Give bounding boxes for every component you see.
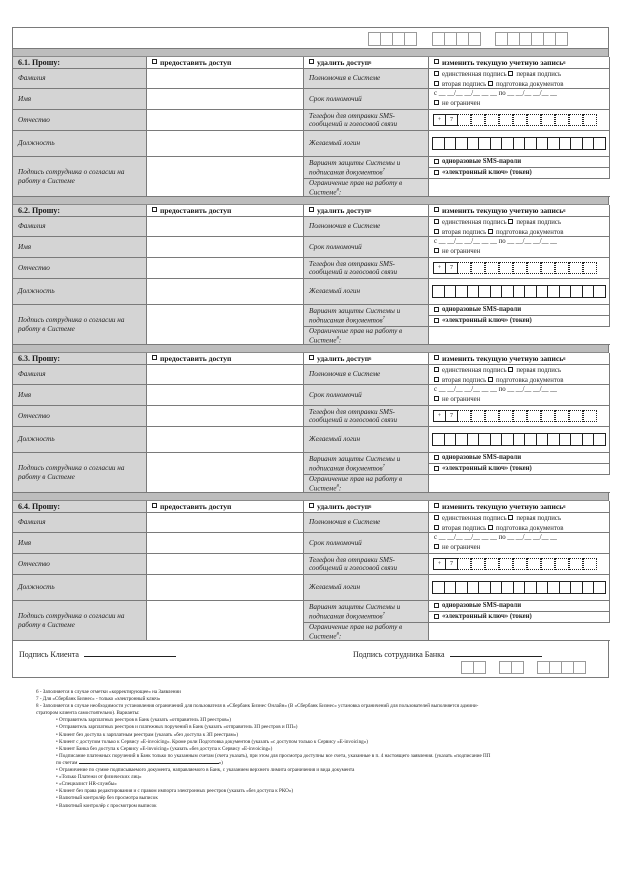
restriction-label: Ограничение прав на работу в Системе$^8$: [304, 179, 429, 197]
digit-group-2[interactable] [432, 32, 480, 46]
grant-access-option[interactable]: предоставить доступ [147, 57, 304, 69]
authority-label: Полномочия в Системе [304, 513, 429, 533]
authority-term-field [429, 533, 610, 554]
section-6-2 [13, 205, 608, 345]
checkbox-icon[interactable] [434, 544, 439, 549]
login-field [429, 427, 610, 453]
position-label: Должность [13, 575, 147, 601]
document-preparation-option[interactable]: подготовка документов [488, 525, 563, 532]
login-char-box[interactable] [593, 581, 606, 594]
unlimited-term-option[interactable]: не ограничен [429, 396, 609, 405]
patronymic-field[interactable] [147, 110, 304, 131]
protection-label: Вариант защиты Системы и подписания документов$^7$ [304, 157, 429, 179]
single-signature-option[interactable]: единственная подпись [434, 71, 507, 78]
restriction-variant-item: • Ограничение по сумме подписываемого документа, направляемого в Банк, с указанием верхнего лимита ограничения и вида документа [56, 767, 355, 774]
phone-plus-box: + [433, 262, 446, 274]
checkbox-icon[interactable] [434, 81, 439, 86]
phone-field [429, 110, 610, 131]
checkbox-icon[interactable] [434, 71, 439, 76]
sms-password-option[interactable]: одноразовые SMS-пароли [429, 601, 609, 612]
surname-field[interactable] [147, 217, 304, 237]
protection-label: Вариант защиты Системы и подписания документов$^7$ [304, 453, 429, 475]
phone-digit-box[interactable] [569, 262, 583, 274]
footnote-7: 7 - Для «Сбербанк Бизнес» - только «электронный ключ» [36, 696, 161, 703]
phone-label: Телефон для отправки SMS-сообщений и голосовой связи [304, 406, 429, 427]
access-request-form [12, 27, 609, 678]
restriction-variant-item: • Клиент с доступом только к Сервису «E-invoicing». Кроме роли Подготовка документов (указать «с доступом только к Сервису «E-invoicing») [56, 738, 368, 745]
phone-digit-box[interactable] [513, 114, 527, 126]
phone-digit-box[interactable] [499, 114, 513, 126]
phone-digit-box[interactable] [541, 410, 555, 422]
restriction-variant-item: • Подписание платежных поручений в Банк только по указанным счетам (счета указать), при этом для просмотра доступны все счета, указанные в п. 4 настоящего заявления. (указать «подписание ПП [56, 752, 491, 759]
electronic-key-option[interactable]: «электронный ключ» (токен) [429, 168, 609, 178]
position-label: Должность [13, 131, 147, 157]
patronymic-label: Отчество [13, 258, 147, 279]
sms-password-option[interactable]: одноразовые SMS-пароли [429, 157, 609, 168]
protection-label: Вариант защиты Системы и подписания документов$^7$ [304, 305, 429, 327]
section-separator [13, 493, 608, 501]
login-field [429, 575, 610, 601]
phone-digit-box[interactable] [527, 114, 541, 126]
consent-signature-label: Подпись сотрудника о согласии на работу в Системе [13, 305, 147, 345]
digit-box[interactable] [555, 32, 568, 46]
term-date-range[interactable]: с __ __/__ __/__ __ __ по __ __/__ __/__ __ [434, 386, 557, 393]
authority-term-label: Срок полномочий [304, 89, 429, 110]
phone-digit-box[interactable] [583, 410, 597, 422]
name-label: Имя [13, 385, 147, 406]
phone-country-code-box: 7 [445, 410, 458, 422]
single-signature-option[interactable]: единственная подпись [434, 515, 507, 522]
checkbox-icon[interactable] [508, 367, 513, 372]
phone-digit-box[interactable] [541, 114, 555, 126]
authority-term-field [429, 237, 610, 258]
second-signature-option[interactable]: вторая подпись [434, 81, 486, 88]
checkbox-icon[interactable] [152, 59, 157, 64]
name-field[interactable] [147, 237, 304, 258]
phone-field [429, 258, 610, 279]
name-label: Имя [13, 533, 147, 554]
login-label: Желаемый логин [304, 279, 429, 305]
phone-digit-box[interactable] [583, 262, 597, 274]
section-6-4 [13, 501, 608, 641]
modify-account-option[interactable]: изменить текущую учетную запись 6 [429, 501, 610, 513]
second-signature-option[interactable]: вторая подпись [434, 229, 486, 236]
document-preparation-option[interactable]: подготовка документов [488, 81, 563, 88]
checkbox-icon[interactable] [434, 377, 439, 382]
first-signature-option[interactable]: первая подпись [508, 219, 561, 226]
checkbox-icon[interactable] [434, 170, 439, 175]
section-6-1 [13, 57, 608, 197]
name-field[interactable] [147, 385, 304, 406]
phone-plus-box: + [433, 410, 446, 422]
restriction-variant-item: • «Только Платежи от физических лиц» [56, 774, 142, 781]
authority-options [429, 365, 610, 385]
section-6-3 [13, 353, 608, 493]
digit-box[interactable] [473, 661, 486, 674]
phone-digit-box[interactable] [555, 262, 569, 274]
checkbox-icon[interactable] [434, 515, 439, 520]
modify-account-option[interactable]: изменить текущую учетную запись 6 [429, 353, 610, 365]
restriction-label: Ограничение прав на работу в Системе$^8$: [304, 327, 429, 345]
section-separator [13, 197, 608, 205]
phone-digit-box[interactable] [541, 558, 555, 570]
phone-field [429, 406, 610, 427]
surname-label: Фамилия [13, 365, 147, 385]
surname-field[interactable] [147, 69, 304, 89]
remove-access-option[interactable]: удалить доступ 6 [304, 353, 429, 365]
login-field [429, 131, 610, 157]
restriction-variants-list [36, 717, 616, 809]
authority-term-label: Срок полномочий [304, 533, 429, 554]
phone-digit-box[interactable] [471, 114, 485, 126]
client-signature[interactable]: Подпись Клиента [19, 649, 176, 659]
checkbox-icon[interactable] [434, 455, 439, 460]
phone-digit-box[interactable] [513, 410, 527, 422]
surname-label: Фамилия [13, 69, 147, 89]
restriction-label: Ограничение прав на работу в Системе$^8$: [304, 475, 429, 493]
checkbox-icon[interactable] [434, 229, 439, 234]
login-char-box[interactable] [593, 137, 606, 150]
checkbox-icon[interactable] [434, 100, 439, 105]
restriction-variant-item: • Валютный контролёр с просмотром выписок [56, 802, 157, 809]
bank-signature-line[interactable] [450, 649, 542, 657]
digit-group-3[interactable] [495, 32, 567, 46]
phone-digit-box[interactable] [471, 262, 485, 274]
authority-options [429, 513, 610, 533]
grant-access-option[interactable]: предоставить доступ [147, 501, 304, 513]
checkbox-icon[interactable] [508, 219, 513, 224]
bottom-digit-group-3[interactable] [537, 661, 585, 674]
grant-access-option[interactable]: предоставить доступ [147, 353, 304, 365]
digit-group-1[interactable] [368, 32, 416, 46]
restriction-variant-item: • Валютный контролёр без просмотра выписок [56, 795, 158, 802]
consent-signature-field[interactable] [147, 453, 304, 493]
second-signature-option[interactable]: вторая подпись [434, 377, 486, 384]
patronymic-field[interactable] [147, 554, 304, 575]
unlimited-term-option[interactable]: не ограничен [429, 100, 609, 109]
patronymic-label: Отчество [13, 110, 147, 131]
login-label: Желаемый логин [304, 575, 429, 601]
patronymic-label: Отчество [13, 406, 147, 427]
digit-box[interactable] [573, 661, 586, 674]
consent-signature-field[interactable] [147, 305, 304, 345]
phone-plus-box: + [433, 114, 446, 126]
authority-label: Полномочия в Системе [304, 365, 429, 385]
checkbox-icon[interactable] [309, 355, 314, 360]
consent-signature-label: Подпись сотрудника о согласии на работу в Системе [13, 453, 147, 493]
phone-label: Телефон для отправки SMS-сообщений и голосовой связи [304, 258, 429, 279]
phone-digit-box[interactable] [513, 262, 527, 274]
checkbox-icon[interactable] [309, 503, 314, 508]
phone-country-code-box: 7 [445, 262, 458, 274]
checkbox-icon[interactable] [508, 515, 513, 520]
phone-digit-box[interactable] [569, 410, 583, 422]
position-label: Должность [13, 279, 147, 305]
checkbox-icon[interactable] [508, 71, 513, 76]
phone-digit-box[interactable] [527, 410, 541, 422]
form-number-row [13, 28, 608, 49]
section-header: 6.1. Прошу: [13, 57, 147, 69]
login-char-box[interactable] [593, 433, 606, 446]
phone-digit-box[interactable] [569, 114, 583, 126]
phone-digit-box[interactable] [513, 558, 527, 570]
first-signature-option[interactable]: первая подпись [508, 515, 561, 522]
checkbox-icon[interactable] [434, 614, 439, 619]
restriction-label: Ограничение прав на работу в Системе$^8$: [304, 623, 429, 641]
phone-digit-box[interactable] [555, 410, 569, 422]
term-date-range[interactable]: с __ __/__ __/__ __ __ по __ __/__ __/__ __ [434, 90, 557, 97]
login-field [429, 279, 610, 305]
restriction-variant-item: • Отправитель зарплатных реестров в Банк (указать «отправитель ЗП реестров») [56, 717, 231, 724]
login-label: Желаемый логин [304, 427, 429, 453]
phone-field [429, 554, 610, 575]
checkbox-icon[interactable] [152, 503, 157, 508]
remove-access-option[interactable]: удалить доступ 6 [304, 205, 429, 217]
single-signature-option[interactable]: единственная подпись [434, 219, 507, 226]
bottom-digit-group-2[interactable] [499, 661, 523, 674]
term-date-range[interactable]: с __ __/__ __/__ __ __ по __ __/__ __/__ __ [434, 238, 557, 245]
modify-account-option[interactable]: изменить текущую учетную запись 6 [429, 205, 610, 217]
authority-term-field [429, 385, 610, 406]
checkbox-icon[interactable] [488, 377, 493, 382]
position-field[interactable] [147, 427, 304, 453]
patronymic-field[interactable] [147, 406, 304, 427]
name-label: Имя [13, 237, 147, 258]
phone-digit-box[interactable] [457, 114, 471, 126]
phone-digit-box[interactable] [457, 558, 471, 570]
checkbox-icon[interactable] [488, 81, 493, 86]
surname-label: Фамилия [13, 217, 147, 237]
login-char-box[interactable] [593, 285, 606, 298]
section-header: 6.4. Прошу: [13, 501, 147, 513]
first-signature-option[interactable]: первая подпись [508, 367, 561, 374]
consent-signature-label: Подпись сотрудника о согласии на работу в Системе [13, 601, 147, 641]
phone-label: Телефон для отправки SMS-сообщений и голосовой связи [304, 554, 429, 575]
term-date-range[interactable]: с __ __/__ __/__ __ __ по __ __/__ __/__ __ [434, 534, 557, 541]
authority-options [429, 69, 610, 89]
restriction-variant-item: • Клиент Банка без доступа к Сервису «E-invoicing» (указать «без доступа к Сервису «E-invoicing») [56, 745, 273, 752]
patronymic-field[interactable] [147, 258, 304, 279]
phone-digit-box[interactable] [527, 558, 541, 570]
checkbox-icon[interactable] [434, 59, 439, 64]
unlimited-term-option[interactable]: не ограничен [429, 544, 609, 553]
restriction-variant-item: • «Специалист HR-службы» [56, 781, 117, 788]
phone-digit-box[interactable] [583, 558, 597, 570]
checkbox-icon[interactable] [152, 207, 157, 212]
section-separator [13, 49, 608, 57]
footnote-8: 8 - Заполняется в случае необходимости установления ограничений для пользователя в «Сбербанк Бизнес Онлайн» (В «Сбербанк Бизнес» установка ограничений для пользователей выполняется админи- [36, 703, 479, 710]
electronic-key-option[interactable]: «электронный ключ» (токен) [429, 612, 609, 622]
variant-accounts-continuation: по счетам ») [56, 759, 223, 766]
phone-country-code-box: 7 [445, 558, 458, 570]
consent-signature-field[interactable] [147, 157, 304, 197]
checkbox-icon[interactable] [152, 355, 157, 360]
client-signature-line[interactable] [84, 649, 176, 657]
position-field[interactable] [147, 131, 304, 157]
sms-password-option[interactable]: одноразовые SMS-пароли [429, 453, 609, 464]
position-label: Должность [13, 427, 147, 453]
restriction-variant-item: • Клиент без доступа к зарплатным реестрам (указать «без доступа к ЗП реестрам») [56, 731, 239, 738]
authority-label: Полномочия в Системе [304, 217, 429, 237]
section-header: 6.2. Прошу: [13, 205, 147, 217]
phone-digit-box[interactable] [499, 262, 513, 274]
name-field[interactable] [147, 89, 304, 110]
phone-country-code-box: 7 [445, 114, 458, 126]
restriction-field[interactable] [429, 327, 610, 345]
checkbox-icon[interactable] [434, 318, 439, 323]
phone-digit-box[interactable] [485, 262, 499, 274]
protection-label: Вариант защиты Системы и подписания документов$^7$ [304, 601, 429, 623]
unlimited-term-option[interactable]: не ограничен [429, 248, 609, 257]
bottom-digit-group-1[interactable] [461, 661, 485, 674]
checkbox-icon[interactable] [434, 207, 439, 212]
checkbox-icon[interactable] [434, 219, 439, 224]
consent-signature-label: Подпись сотрудника о согласии на работу в Системе [13, 157, 147, 197]
phone-digit-box[interactable] [457, 410, 471, 422]
footnote-8-continued: стратором клиента самостоятельно). Варианты: [36, 710, 140, 717]
phone-digit-box[interactable] [499, 410, 513, 422]
checkbox-icon[interactable] [434, 355, 439, 360]
protection-options [429, 453, 610, 475]
electronic-key-option[interactable]: «электронный ключ» (токен) [429, 316, 609, 326]
phone-digit-box[interactable] [569, 558, 583, 570]
checkbox-icon[interactable] [309, 207, 314, 212]
digit-box[interactable] [468, 32, 481, 46]
remove-access-option[interactable]: удалить доступ 6 [304, 57, 429, 69]
phone-digit-box[interactable] [471, 410, 485, 422]
surname-label: Фамилия [13, 513, 147, 533]
section-header: 6.3. Прошу: [13, 353, 147, 365]
document-preparation-option[interactable]: подготовка документов [488, 229, 563, 236]
phone-digit-box[interactable] [541, 262, 555, 274]
surname-field[interactable] [147, 365, 304, 385]
authority-term-label: Срок полномочий [304, 237, 429, 258]
checkbox-icon[interactable] [434, 503, 439, 508]
name-label: Имя [13, 89, 147, 110]
restriction-variant-item: • Клиент без права редактирования и с правом импорта электронных реестров (указать «без доступа к РКО») [56, 788, 294, 795]
restriction-field[interactable] [429, 179, 610, 197]
phone-label: Телефон для отправки SMS-сообщений и голосовой связи [304, 110, 429, 131]
phone-digit-box[interactable] [583, 114, 597, 126]
checkbox-icon[interactable] [434, 396, 439, 401]
electronic-key-option[interactable]: «электронный ключ» (токен) [429, 464, 609, 474]
checkbox-icon[interactable] [434, 307, 439, 312]
checkbox-icon[interactable] [434, 525, 439, 530]
protection-options [429, 305, 610, 327]
phone-digit-box[interactable] [527, 262, 541, 274]
document-preparation-option[interactable]: подготовка документов [488, 377, 563, 384]
restriction-variant-item: • Отправитель зарплатных реестров и платежных поручений в Банк (указать «отправитель ЗП реестров и ПП») [56, 724, 298, 731]
modify-account-option[interactable]: изменить текущую учетную запись 6 [429, 57, 610, 69]
first-signature-option[interactable]: первая подпись [508, 71, 561, 78]
footnotes [36, 689, 616, 810]
checkbox-icon[interactable] [309, 59, 314, 64]
authority-term-field [429, 89, 610, 110]
accounts-line[interactable] [79, 763, 219, 764]
authority-options [429, 217, 610, 237]
checkbox-icon[interactable] [488, 525, 493, 530]
checkbox-icon[interactable] [434, 367, 439, 372]
position-field[interactable] [147, 575, 304, 601]
phone-plus-box: + [433, 558, 446, 570]
authority-label: Полномочия в Системе [304, 69, 429, 89]
patronymic-label: Отчество [13, 554, 147, 575]
sms-password-option[interactable]: одноразовые SMS-пароли [429, 305, 609, 316]
single-signature-option[interactable]: единственная подпись [434, 367, 507, 374]
phone-digit-box[interactable] [485, 558, 499, 570]
phone-digit-box[interactable] [555, 114, 569, 126]
authority-term-label: Срок полномочий [304, 385, 429, 406]
digit-box[interactable] [511, 661, 524, 674]
phone-digit-box[interactable] [485, 114, 499, 126]
second-signature-option[interactable]: вторая подпись [434, 525, 486, 532]
digit-box[interactable] [404, 32, 417, 46]
login-label: Желаемый логин [304, 131, 429, 157]
remove-access-option[interactable]: удалить доступ 6 [304, 501, 429, 513]
footnote-6: 6 - Заполняется в случае отметки «корректирующее» на Заявлении [36, 689, 181, 695]
checkbox-icon[interactable] [434, 159, 439, 164]
restriction-field[interactable] [429, 475, 610, 493]
name-field[interactable] [147, 533, 304, 554]
checkbox-icon[interactable] [434, 603, 439, 608]
protection-options [429, 157, 610, 179]
phone-digit-box[interactable] [485, 410, 499, 422]
checkbox-icon[interactable] [434, 466, 439, 471]
checkbox-icon[interactable] [488, 229, 493, 234]
grant-access-option[interactable]: предоставить доступ [147, 205, 304, 217]
signature-row [13, 641, 608, 677]
protection-options [429, 601, 610, 623]
position-field[interactable] [147, 279, 304, 305]
checkbox-icon[interactable] [434, 248, 439, 253]
phone-digit-box[interactable] [499, 558, 513, 570]
phone-digit-box[interactable] [555, 558, 569, 570]
surname-field[interactable] [147, 513, 304, 533]
phone-digit-box[interactable] [471, 558, 485, 570]
consent-signature-field[interactable] [147, 601, 304, 641]
phone-digit-box[interactable] [457, 262, 471, 274]
restriction-field[interactable] [429, 623, 610, 641]
bank-employee-signature[interactable]: Подпись сотрудника Банка [353, 649, 542, 659]
section-separator [13, 345, 608, 353]
